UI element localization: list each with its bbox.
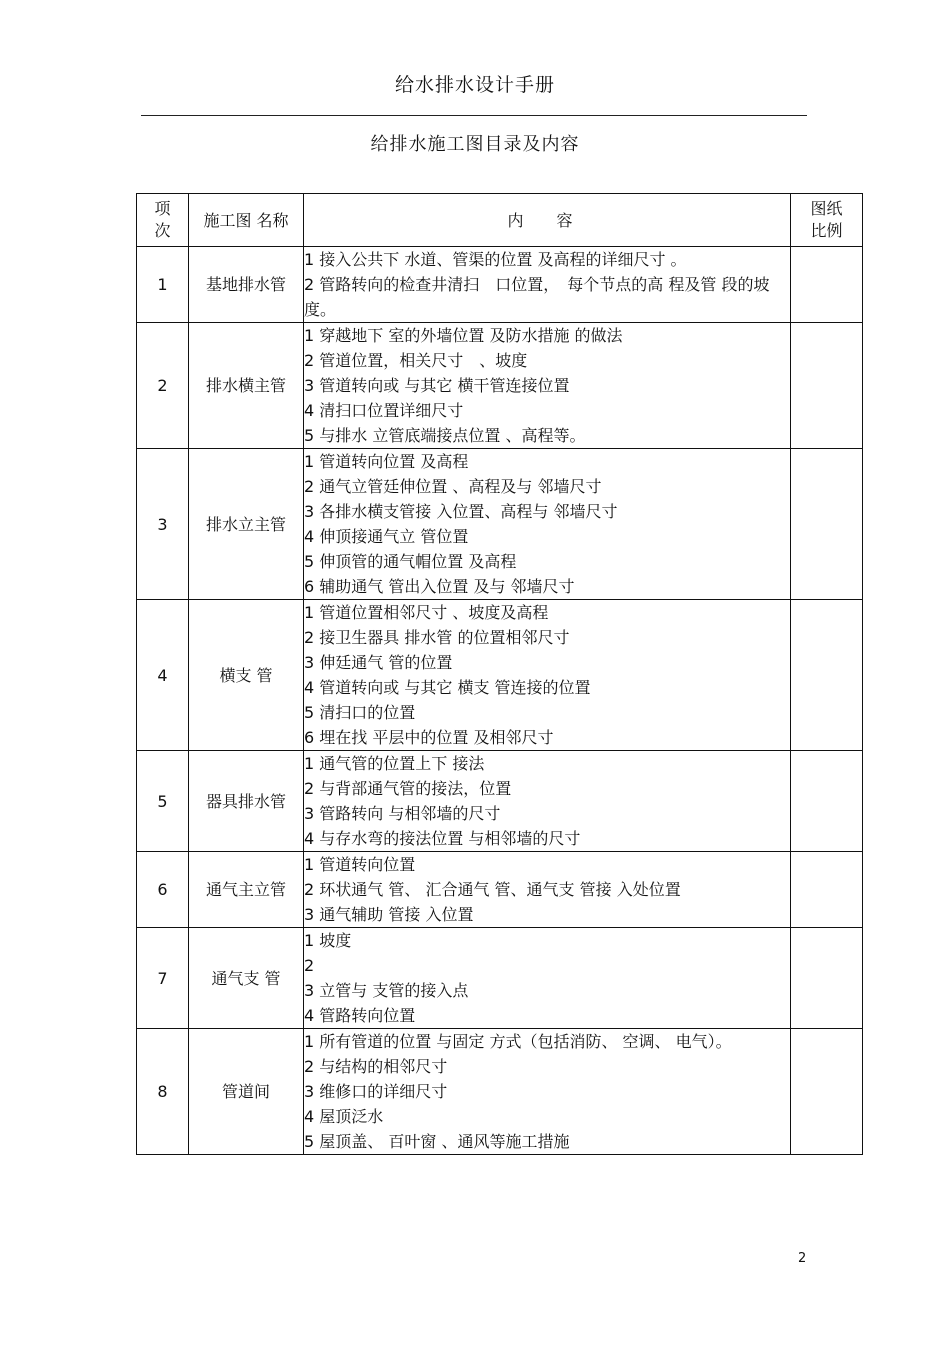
row-content <box>304 600 791 751</box>
header-content: 内 容 <box>304 194 791 247</box>
row-content <box>304 449 791 600</box>
header-title: 给水排水设计手册 <box>394 74 555 96</box>
row-scale <box>791 323 863 449</box>
content-item: 4 清扫口位置详细尺寸 <box>304 401 464 420</box>
row-scale <box>791 449 863 600</box>
row-name: 通气主立管 <box>189 852 304 928</box>
content-item: 1 管道转向位置 <box>304 855 416 874</box>
content-item: 4 与存水弯的接法位置 与相邻墙的尺寸 <box>304 829 581 848</box>
row-content <box>304 1029 791 1155</box>
row-index: 3 <box>137 449 189 600</box>
row-index: 6 <box>137 852 189 928</box>
content-item: 4 管道转向或 与其它 横支 管连接的位置 <box>304 678 591 697</box>
content-item: 3 伸廷通气 管的位置 <box>304 653 453 672</box>
content-item: 2 与结构的相邻尺寸 <box>304 1057 448 1076</box>
header-divider <box>141 115 807 116</box>
row-scale <box>791 600 863 751</box>
content-item: 1 通气管的位置上下 接法 <box>304 754 485 773</box>
row-scale <box>791 852 863 928</box>
row-scale <box>791 1029 863 1155</box>
row-index: 8 <box>137 1029 189 1155</box>
content-item: 2 通气立管廷伸位置 、高程及与 邻墙尺寸 <box>304 477 602 496</box>
header-index <box>137 194 189 247</box>
header-scale-line2: 比例 <box>810 221 843 240</box>
content-item: 4 管路转向位置 <box>304 1006 416 1025</box>
header-index-line2: 次 <box>154 221 171 240</box>
row-scale <box>791 751 863 852</box>
document-title: 给排水施工图目录及内容 <box>370 134 580 155</box>
content-item: 5 伸顶管的通气帽位置 及高程 <box>304 552 517 571</box>
header-index-line1: 项 <box>154 199 171 218</box>
header-scale-line1: 图纸 <box>810 199 843 218</box>
row-name: 通气支 管 <box>189 928 304 1029</box>
row-index: 2 <box>137 323 189 449</box>
row-name: 排水横主管 <box>189 323 304 449</box>
content-item: 4 伸顶接通气立 管位置 <box>304 527 469 546</box>
content-item: 3 通气辅助 管接 入位置 <box>304 905 474 924</box>
content-item: 5 屋顶盖、 百叶窗 、通风等施工措施 <box>304 1132 570 1151</box>
content-item: 3 维修口的详细尺寸 <box>304 1082 448 1101</box>
content-item: 5 清扫口的位置 <box>304 703 416 722</box>
row-index: 4 <box>137 600 189 751</box>
content-item: 1 所有管道的位置 与固定 方式（包括消防、 空调、 电气）。 <box>304 1032 732 1051</box>
content-item: 4 屋顶泛水 <box>304 1107 384 1126</box>
row-content <box>304 751 791 852</box>
row-name: 基地排水管 <box>189 247 304 323</box>
table-row <box>137 449 863 600</box>
row-name: 横支 管 <box>189 600 304 751</box>
row-name: 排水立主管 <box>189 449 304 600</box>
content-item: 3 管道转向或 与其它 横干管连接位置 <box>304 376 570 395</box>
header-scale <box>791 194 863 247</box>
page-number: 2 <box>798 1251 807 1266</box>
table-header-row <box>137 194 863 247</box>
table-row <box>137 247 863 323</box>
row-index: 7 <box>137 928 189 1029</box>
row-name: 器具排水管 <box>189 751 304 852</box>
content-item: 2 环状通气 管、 汇合通气 管、通气支 管接 入处位置 <box>304 880 681 899</box>
content-item: 6 埋在找 平层中的位置 及相邻尺寸 <box>304 728 554 747</box>
content-item: 3 立管与 支管的接入点 <box>304 981 469 1000</box>
content-item: 2 <box>304 956 315 975</box>
row-name: 管道间 <box>189 1029 304 1155</box>
content-item: 3 管路转向 与相邻墙的尺寸 <box>304 804 501 823</box>
row-content <box>304 928 791 1029</box>
row-content <box>304 247 791 323</box>
table-row <box>137 928 863 1029</box>
row-index: 5 <box>137 751 189 852</box>
table-row <box>137 852 863 928</box>
table-row <box>137 600 863 751</box>
row-content <box>304 852 791 928</box>
table-row <box>137 1029 863 1155</box>
drawing-contents-table <box>136 193 863 1155</box>
row-scale <box>791 928 863 1029</box>
content-item: 2 接卫生器具 排水管 的位置相邻尺寸 <box>304 628 570 647</box>
table-row <box>137 323 863 449</box>
content-item: 5 与排水 立管底端接点位置 、高程等。 <box>304 426 586 445</box>
content-item: 1 管道转向位置 及高程 <box>304 452 469 471</box>
content-item: 3 各排水横支管接 入位置、高程与 邻墙尺寸 <box>304 502 618 521</box>
table-row <box>137 751 863 852</box>
content-item: 1 管道位置相邻尺寸 、坡度及高程 <box>304 603 549 622</box>
content-item: 2 管道位置，相关尺寸 、坡度 <box>304 351 528 370</box>
content-item: 1 接入公共下 水道、管渠的位置 及高程的详细尺寸 。 <box>304 250 687 269</box>
content-item: 1 穿越地下 室的外墙位置 及防水措施 的做法 <box>304 326 623 345</box>
header-name: 施工图 名称 <box>189 194 304 247</box>
content-item: 6 辅助通气 管出入位置 及与 邻墙尺寸 <box>304 577 575 596</box>
row-index: 1 <box>137 247 189 323</box>
row-scale <box>791 247 863 323</box>
row-content <box>304 323 791 449</box>
content-item: 2 与背部通气管的接法，位置 <box>304 779 512 798</box>
content-item: 1 坡度 <box>304 931 352 950</box>
content-item: 2 管路转向的检查井清扫 口位置， 每个节点的高 程及管 段的坡度。 <box>304 275 770 319</box>
